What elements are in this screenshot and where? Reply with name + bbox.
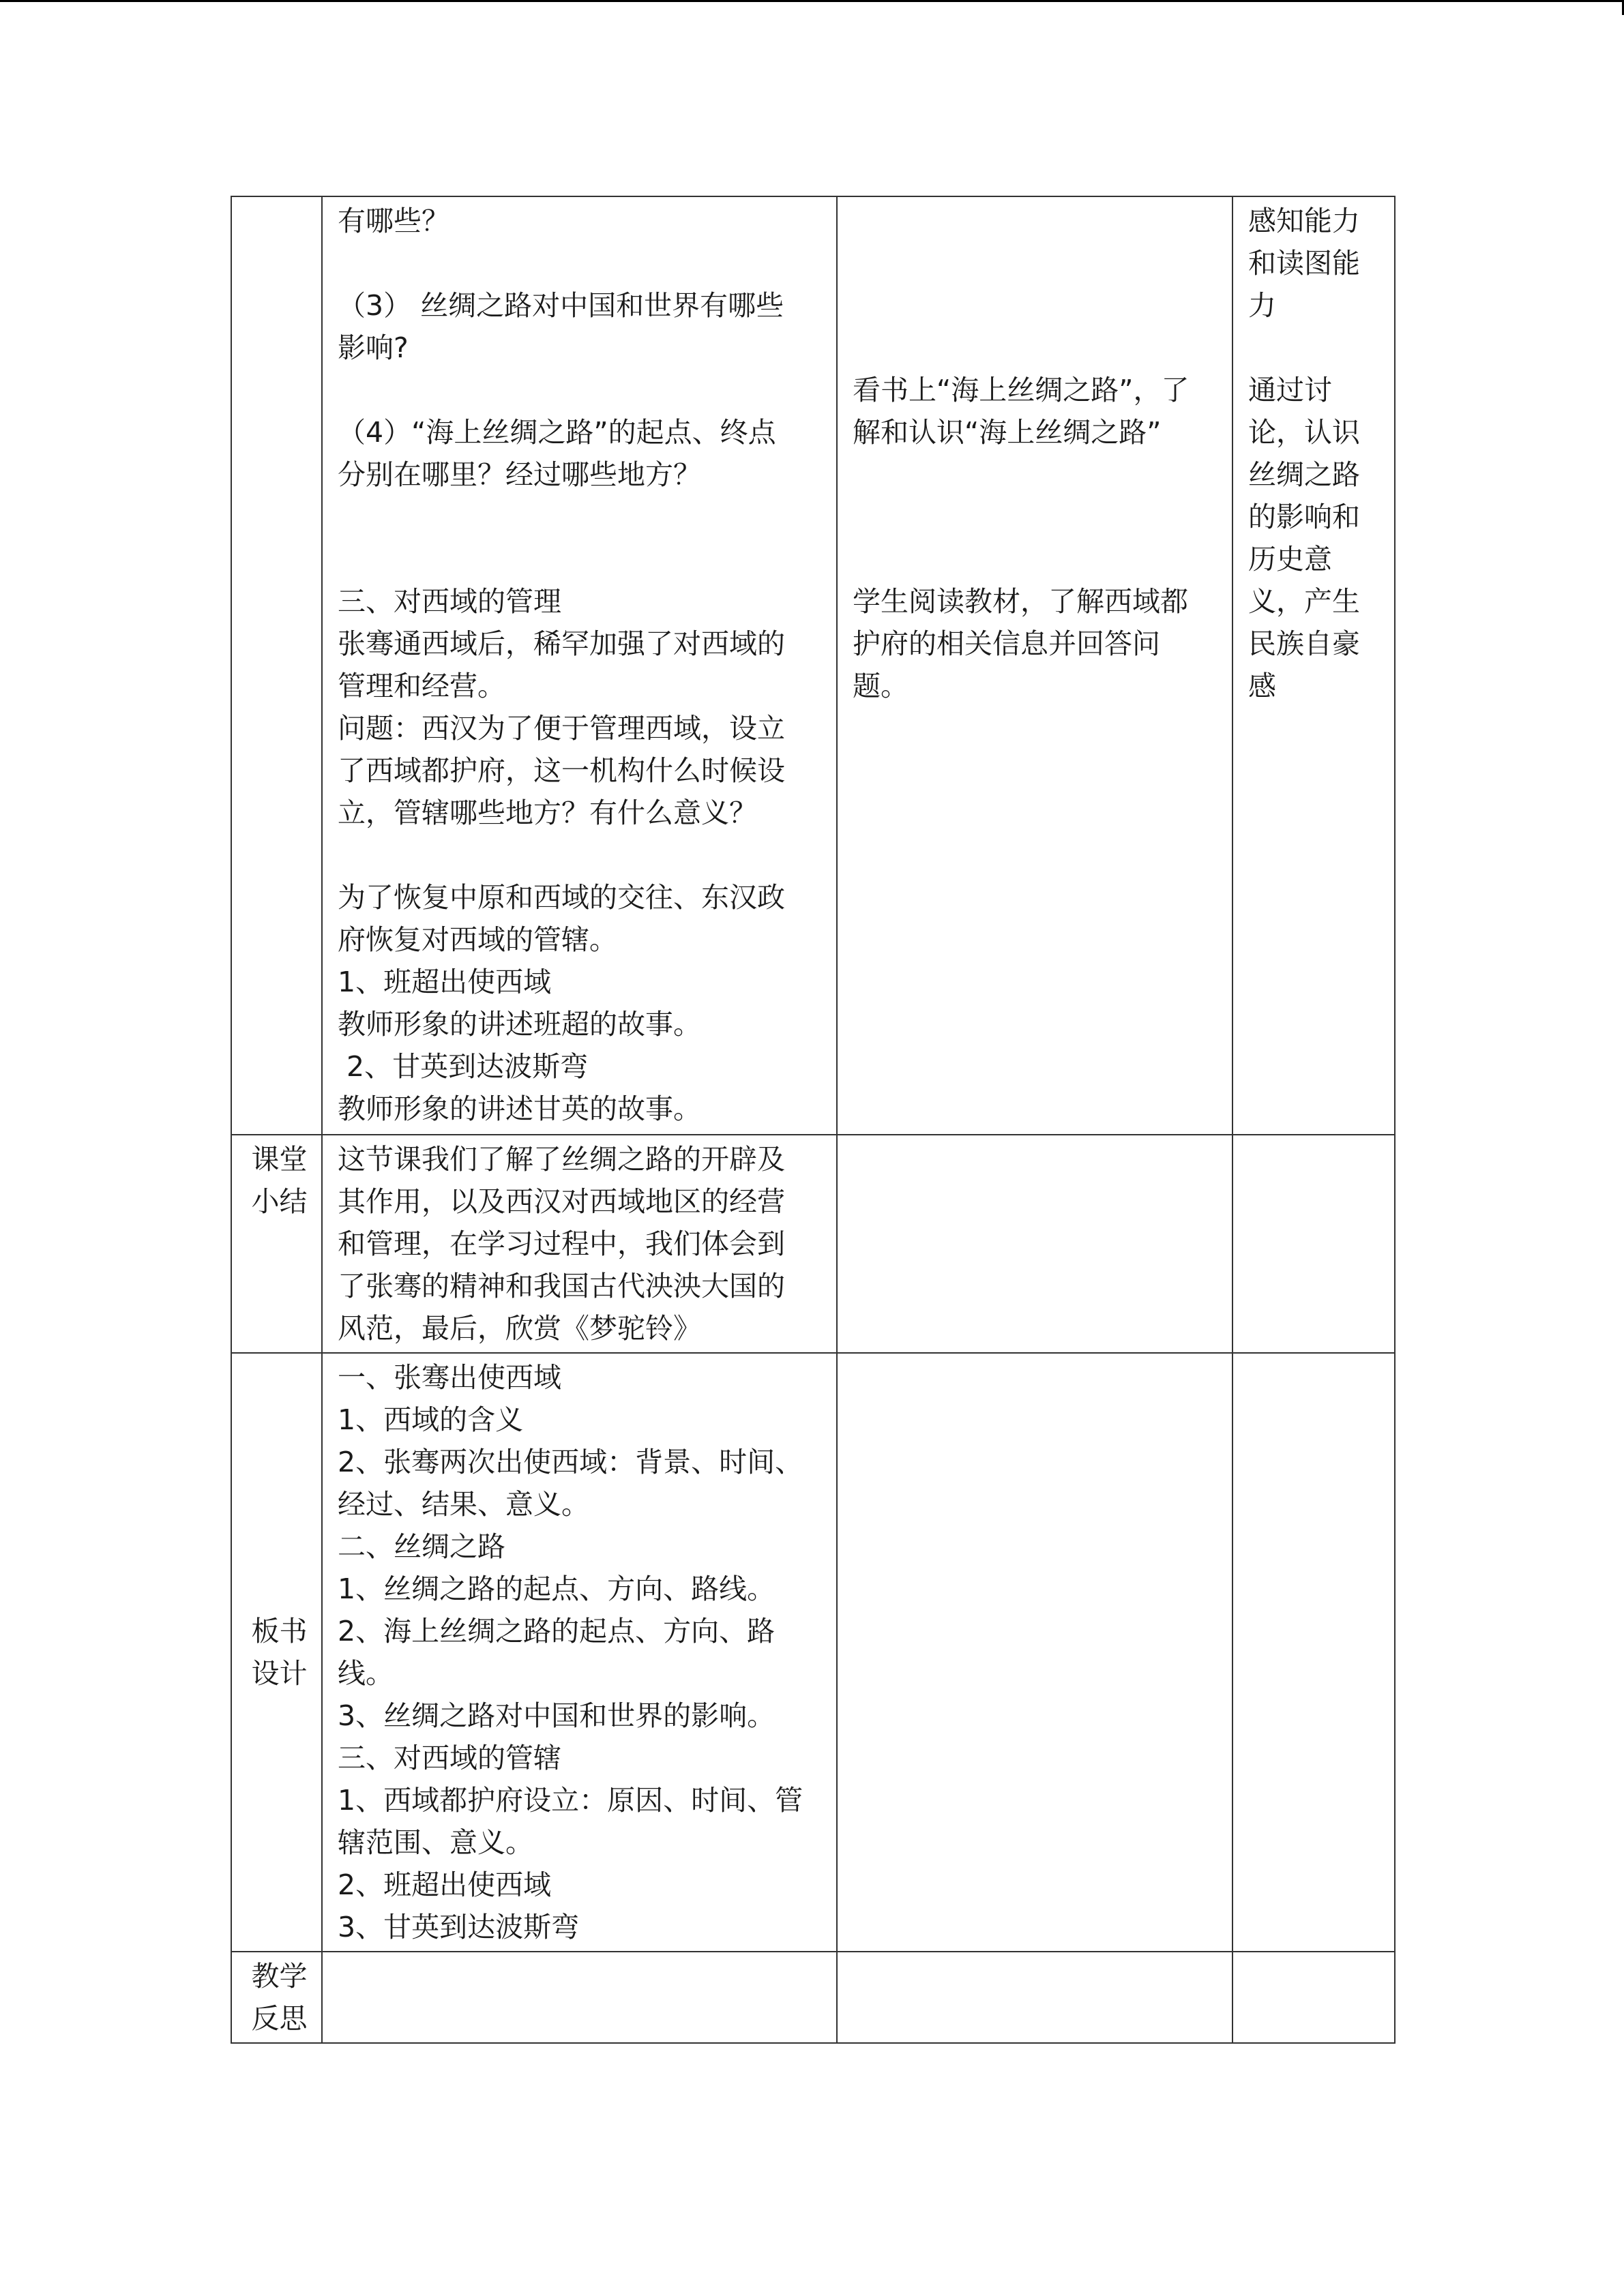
content-line: 了西域都护府，这一机构什么时候设 [338,754,785,787]
student-line: 题。 [853,670,909,702]
intent-line: 论，认识 [1248,416,1360,449]
board-line: 3、丝绸之路对中国和世界的影响。 [338,1699,776,1732]
content-line: 教师形象的讲述甘英的故事。 [338,1092,701,1125]
intent-line: 的影响和 [1248,501,1360,533]
design-intent-cell [1232,196,1395,1135]
intent-line: 民族自豪 [1248,627,1360,660]
intent-line: 历史意 [1248,543,1332,576]
page-top-rule [0,0,1624,2]
content-line: 问题：西汉为了便于管理西域，设立 [338,712,785,745]
row-label-line: 课堂 [251,1143,308,1176]
summary-row [231,1135,1395,1353]
board-line: 2、海上丝绸之路的起点、方向、路 [338,1615,776,1648]
intent-line: 义，产生 [1248,585,1360,618]
process-label-cell [231,196,322,1135]
student-line: 解和认识“海上丝绸之路” [853,416,1162,449]
intent-line: 力 [1248,289,1276,322]
content-line: 府恢复对西域的管辖。 [338,923,617,956]
row-label-line: 设计 [251,1657,308,1690]
content-line: 有哪些？ [338,205,449,237]
process-content-cell [322,196,837,1135]
summary-line: 风范，最后，欣赏《梦驼铃》 [338,1312,701,1345]
process-row [231,196,1395,1135]
intent-line: 和读图能 [1248,247,1360,280]
student-activity-cell [837,196,1232,1135]
content-line: 教师形象的讲述班超的故事。 [338,1008,701,1041]
content-line: 分别在哪里？经过哪些地方？ [338,458,701,491]
board-line: 经过、结果、意义。 [338,1488,589,1521]
row-label-line: 板书 [251,1615,308,1648]
content-line: （4）“海上丝绸之路”的起点、终点 [338,416,776,449]
board-design-row [231,1353,1395,1952]
reflection-student-cell [837,1952,1232,2043]
intent-line: 通过讨 [1248,374,1332,406]
summary-line: 这节课我们了解了丝绸之路的开辟及 [338,1143,785,1176]
summary-intent-cell [1232,1135,1395,1353]
board-line: 一、张骞出使西域 [338,1361,561,1394]
row-label-line: 反思 [251,2002,308,2035]
intent-line: 感知能力 [1248,205,1360,237]
content-line: 为了恢复中原和西域的交往、东汉政 [338,881,785,914]
reflection-label-cell [231,1952,322,2043]
content-line: 三、对西域的管理 [338,585,561,618]
intent-line: 丝绸之路 [1248,458,1360,491]
student-line: 护府的相关信息并回答问 [853,627,1160,660]
content-line: 管理和经营。 [338,670,505,702]
reflection-row [231,1952,1395,2043]
summary-line: 了张骞的精神和我国古代泱泱大国的 [338,1270,785,1302]
summary-line: 和管理，在学习过程中，我们体会到 [338,1227,785,1260]
board-line: 线。 [338,1657,394,1690]
summary-line: 其作用，以及西汉对西域地区的经营 [338,1185,785,1218]
board-student-cell [837,1353,1232,1952]
board-line: 辖范围、意义。 [338,1826,533,1859]
student-line: 学生阅读教材，了解西域都 [853,585,1188,618]
content-line: 影响? [338,331,409,364]
summary-student-cell [837,1135,1232,1353]
board-line: 2、张骞两次出使西域：背景、时间、 [338,1446,803,1478]
lesson-plan-table [231,196,1396,2044]
summary-content-cell [322,1135,837,1353]
row-label-line: 小结 [251,1185,308,1218]
reflection-intent-cell [1232,1952,1395,2043]
board-line: 3、甘英到达波斯弯 [338,1911,580,1943]
board-line: 2、班超出使西域 [338,1868,552,1901]
board-content-cell [322,1353,837,1952]
intent-line: 感 [1248,670,1276,702]
student-line: 看书上“海上丝绸之路”，了 [853,374,1190,406]
reflection-content-cell [322,1952,837,2043]
board-line: 三、对西域的管辖 [338,1742,561,1774]
content-line: 张骞通西域后，稀罕加强了对西域的 [338,627,785,660]
board-label-cell [231,1353,322,1952]
board-line: 二、丝绸之路 [338,1530,505,1563]
summary-label-cell [231,1135,322,1353]
content-line: 2、甘英到达波斯弯 [338,1050,589,1083]
content-line: （3） 丝绸之路对中国和世界有哪些 [338,289,784,322]
row-label-line: 教学 [251,1960,308,1993]
content-line: 1、班超出使西域 [338,966,552,998]
board-line: 1、西域的含义 [338,1403,524,1436]
board-intent-cell [1232,1353,1395,1952]
content-line: 立，管辖哪些地方？有什么意义？ [338,796,757,829]
board-line: 1、丝绸之路的起点、方向、路线。 [338,1572,776,1605]
board-line: 1、西域都护府设立：原因、时间、管 [338,1784,803,1817]
